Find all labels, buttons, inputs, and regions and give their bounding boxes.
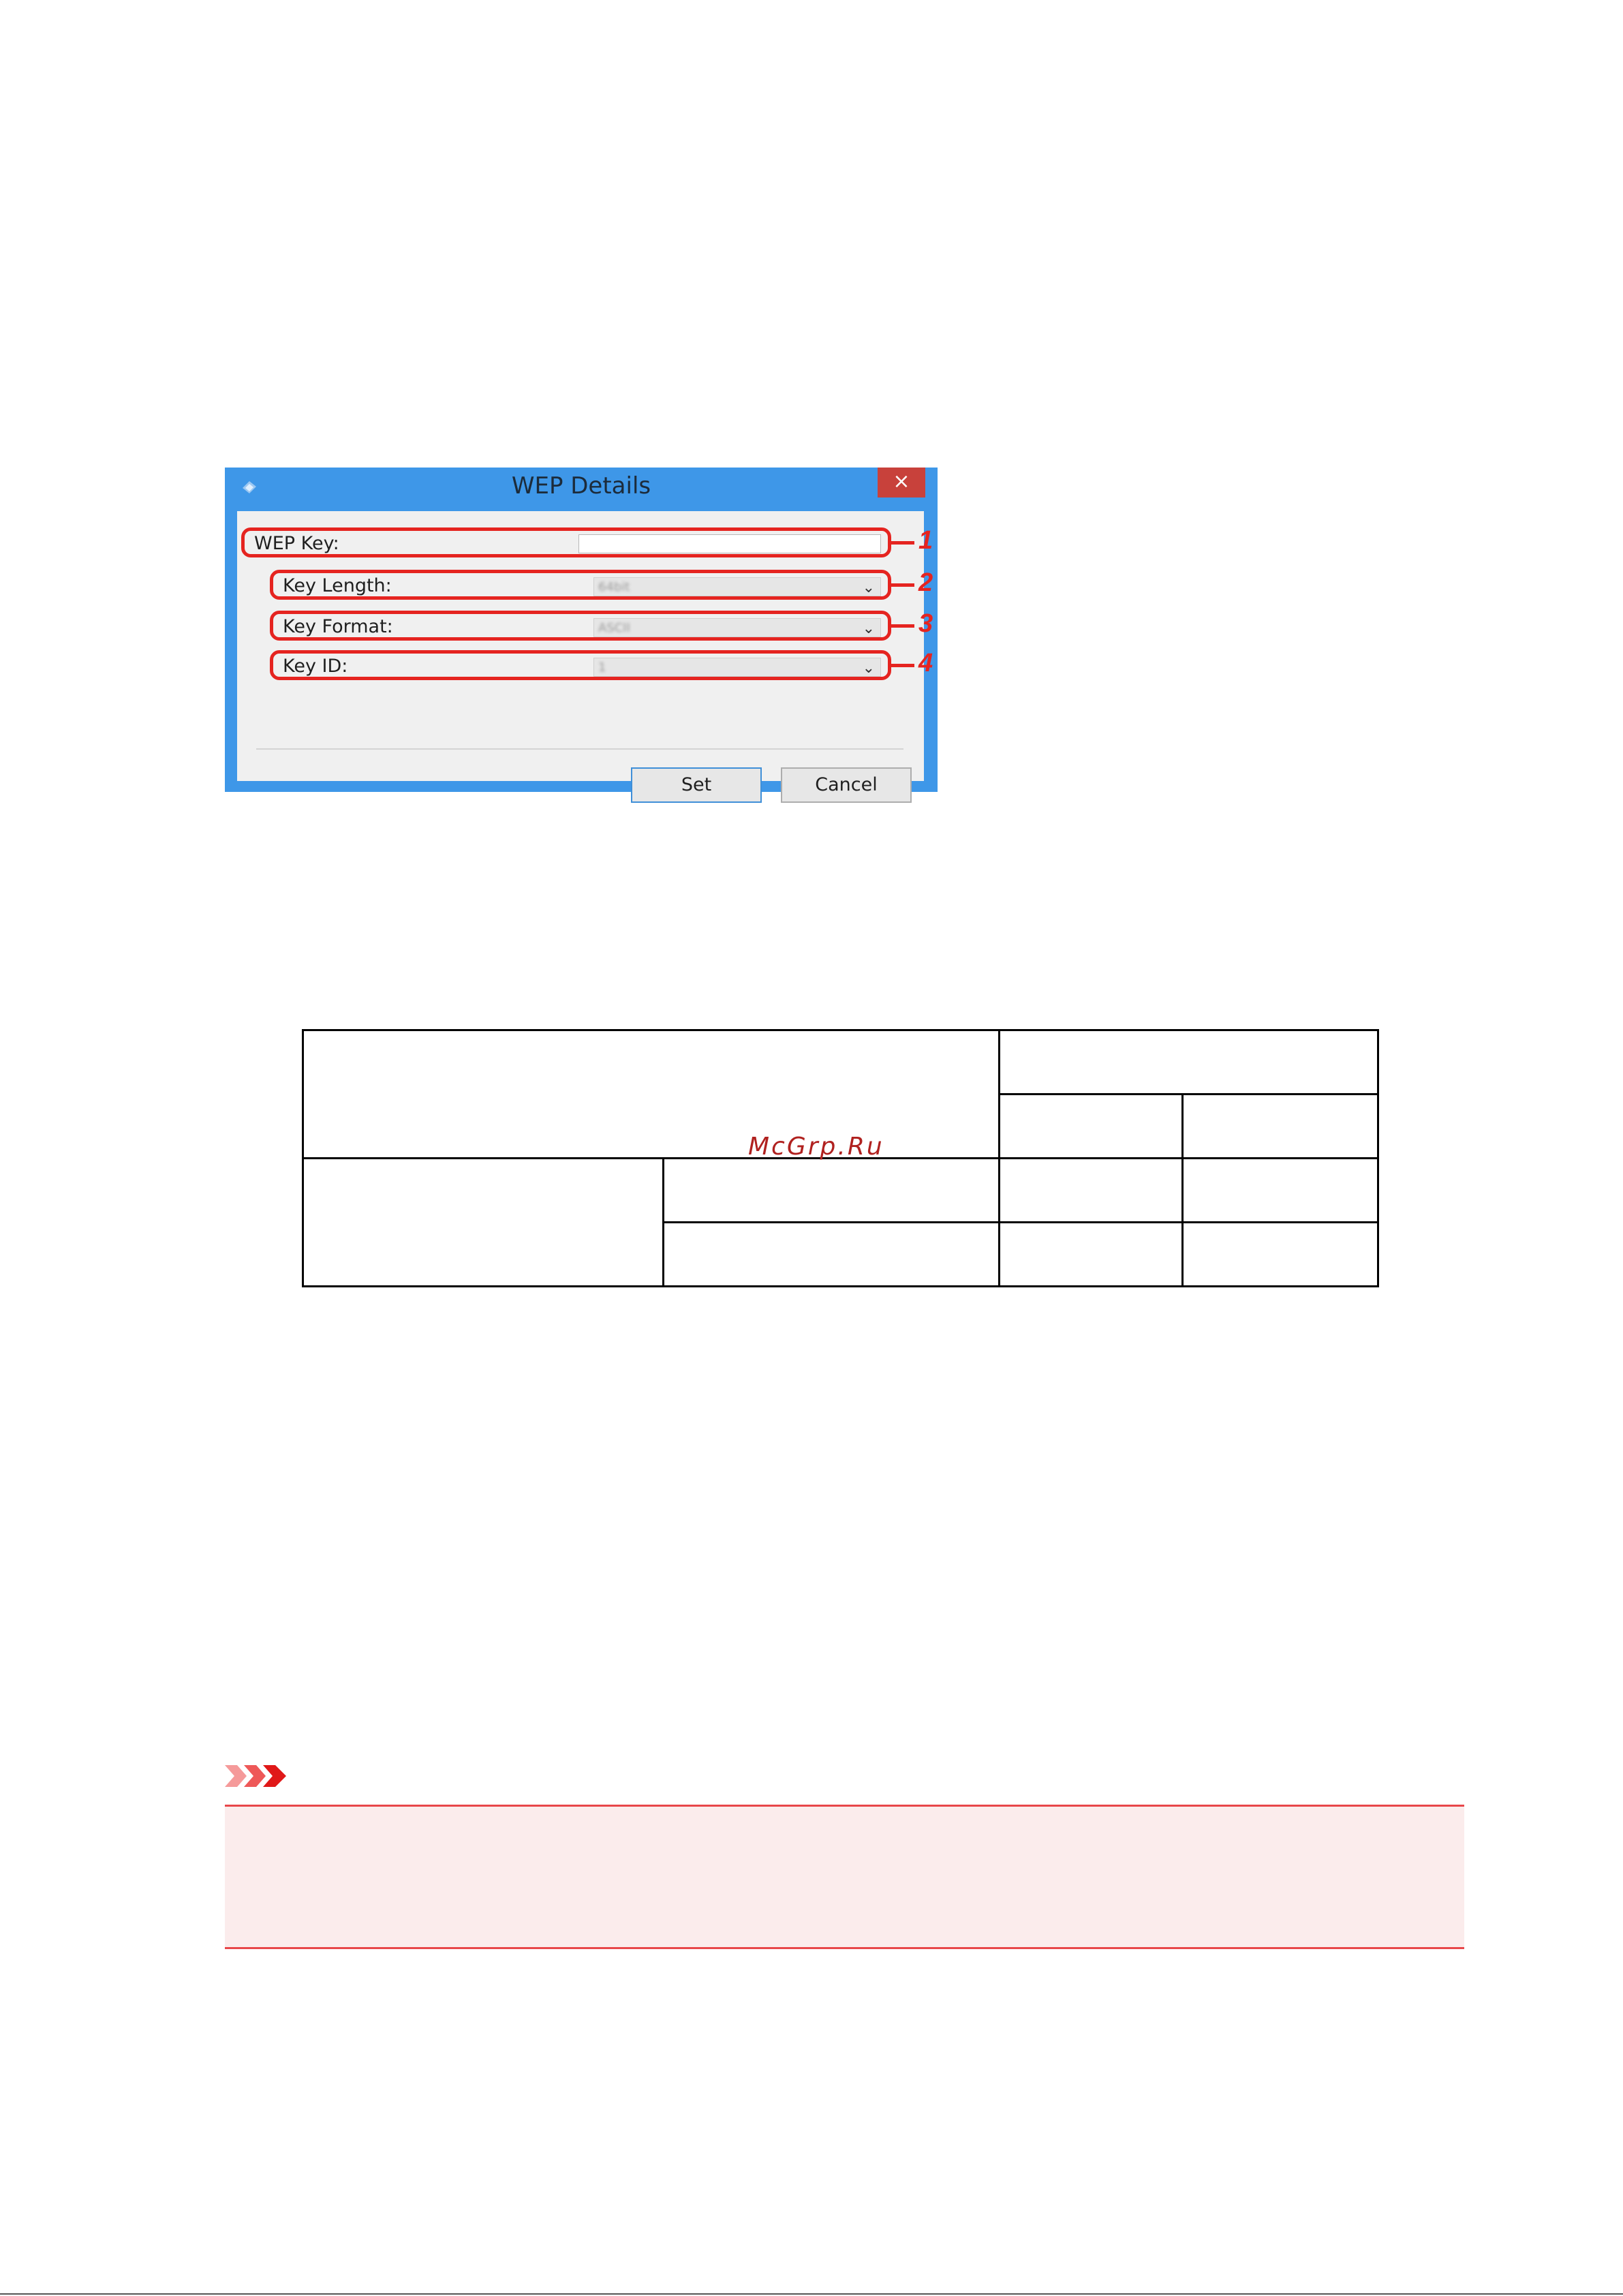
table-cell	[664, 1223, 1000, 1287]
key-id-label: Key ID:	[283, 656, 348, 677]
table-cell	[1000, 1030, 1378, 1095]
callout-line-2	[891, 583, 914, 587]
chevron-down-icon: ⌄	[862, 620, 875, 637]
dialog-title: WEP Details	[511, 472, 651, 500]
table-cell	[1000, 1223, 1183, 1287]
watermark: McGrp.Ru	[748, 1133, 884, 1161]
close-icon[interactable]: ×	[878, 468, 925, 498]
key-format-select[interactable]	[593, 618, 881, 637]
cancel-button[interactable]: Cancel	[781, 767, 912, 803]
table-cell	[1183, 1095, 1378, 1159]
page-bottom-edge	[0, 2293, 1623, 2295]
key-length-label: Key Length:	[283, 575, 392, 596]
table-cell	[1183, 1223, 1378, 1287]
separator	[256, 748, 903, 750]
wep-key-label: WEP Key:	[254, 533, 339, 554]
key-format-row	[270, 611, 891, 641]
important-arrows-icon	[223, 1762, 292, 1790]
callout-4: 4	[918, 649, 933, 677]
callout-1: 1	[918, 526, 933, 555]
key-length-row	[270, 570, 891, 600]
callout-3: 3	[918, 609, 933, 638]
table-cell	[303, 1030, 1000, 1159]
key-id-row	[270, 650, 891, 680]
set-button[interactable]: Set	[631, 767, 762, 803]
key-format-value: ASCII	[598, 621, 630, 635]
chevron-down-icon: ⌄	[862, 660, 875, 677]
callout-line-4	[891, 664, 914, 667]
table-cell	[1000, 1095, 1183, 1159]
key-format-label: Key Format:	[283, 616, 393, 637]
wep-details-dialog	[225, 468, 938, 795]
key-id-select[interactable]	[593, 658, 881, 677]
wep-key-input[interactable]	[578, 534, 881, 553]
key-id-value: 1	[598, 660, 606, 675]
key-length-select[interactable]	[593, 577, 881, 596]
chevron-down-icon: ⌄	[862, 579, 875, 596]
callout-line-3	[891, 624, 914, 628]
callout-line-1	[891, 541, 914, 545]
table-cell	[1000, 1159, 1183, 1223]
table-cell	[303, 1159, 664, 1287]
dialog-body	[237, 511, 933, 795]
callout-2: 2	[918, 568, 933, 597]
key-length-value: 64bit	[598, 580, 630, 594]
table-cell	[664, 1159, 1000, 1223]
table-cell	[1183, 1159, 1378, 1223]
wep-key-row	[241, 527, 891, 557]
important-note-box	[225, 1805, 1464, 1949]
